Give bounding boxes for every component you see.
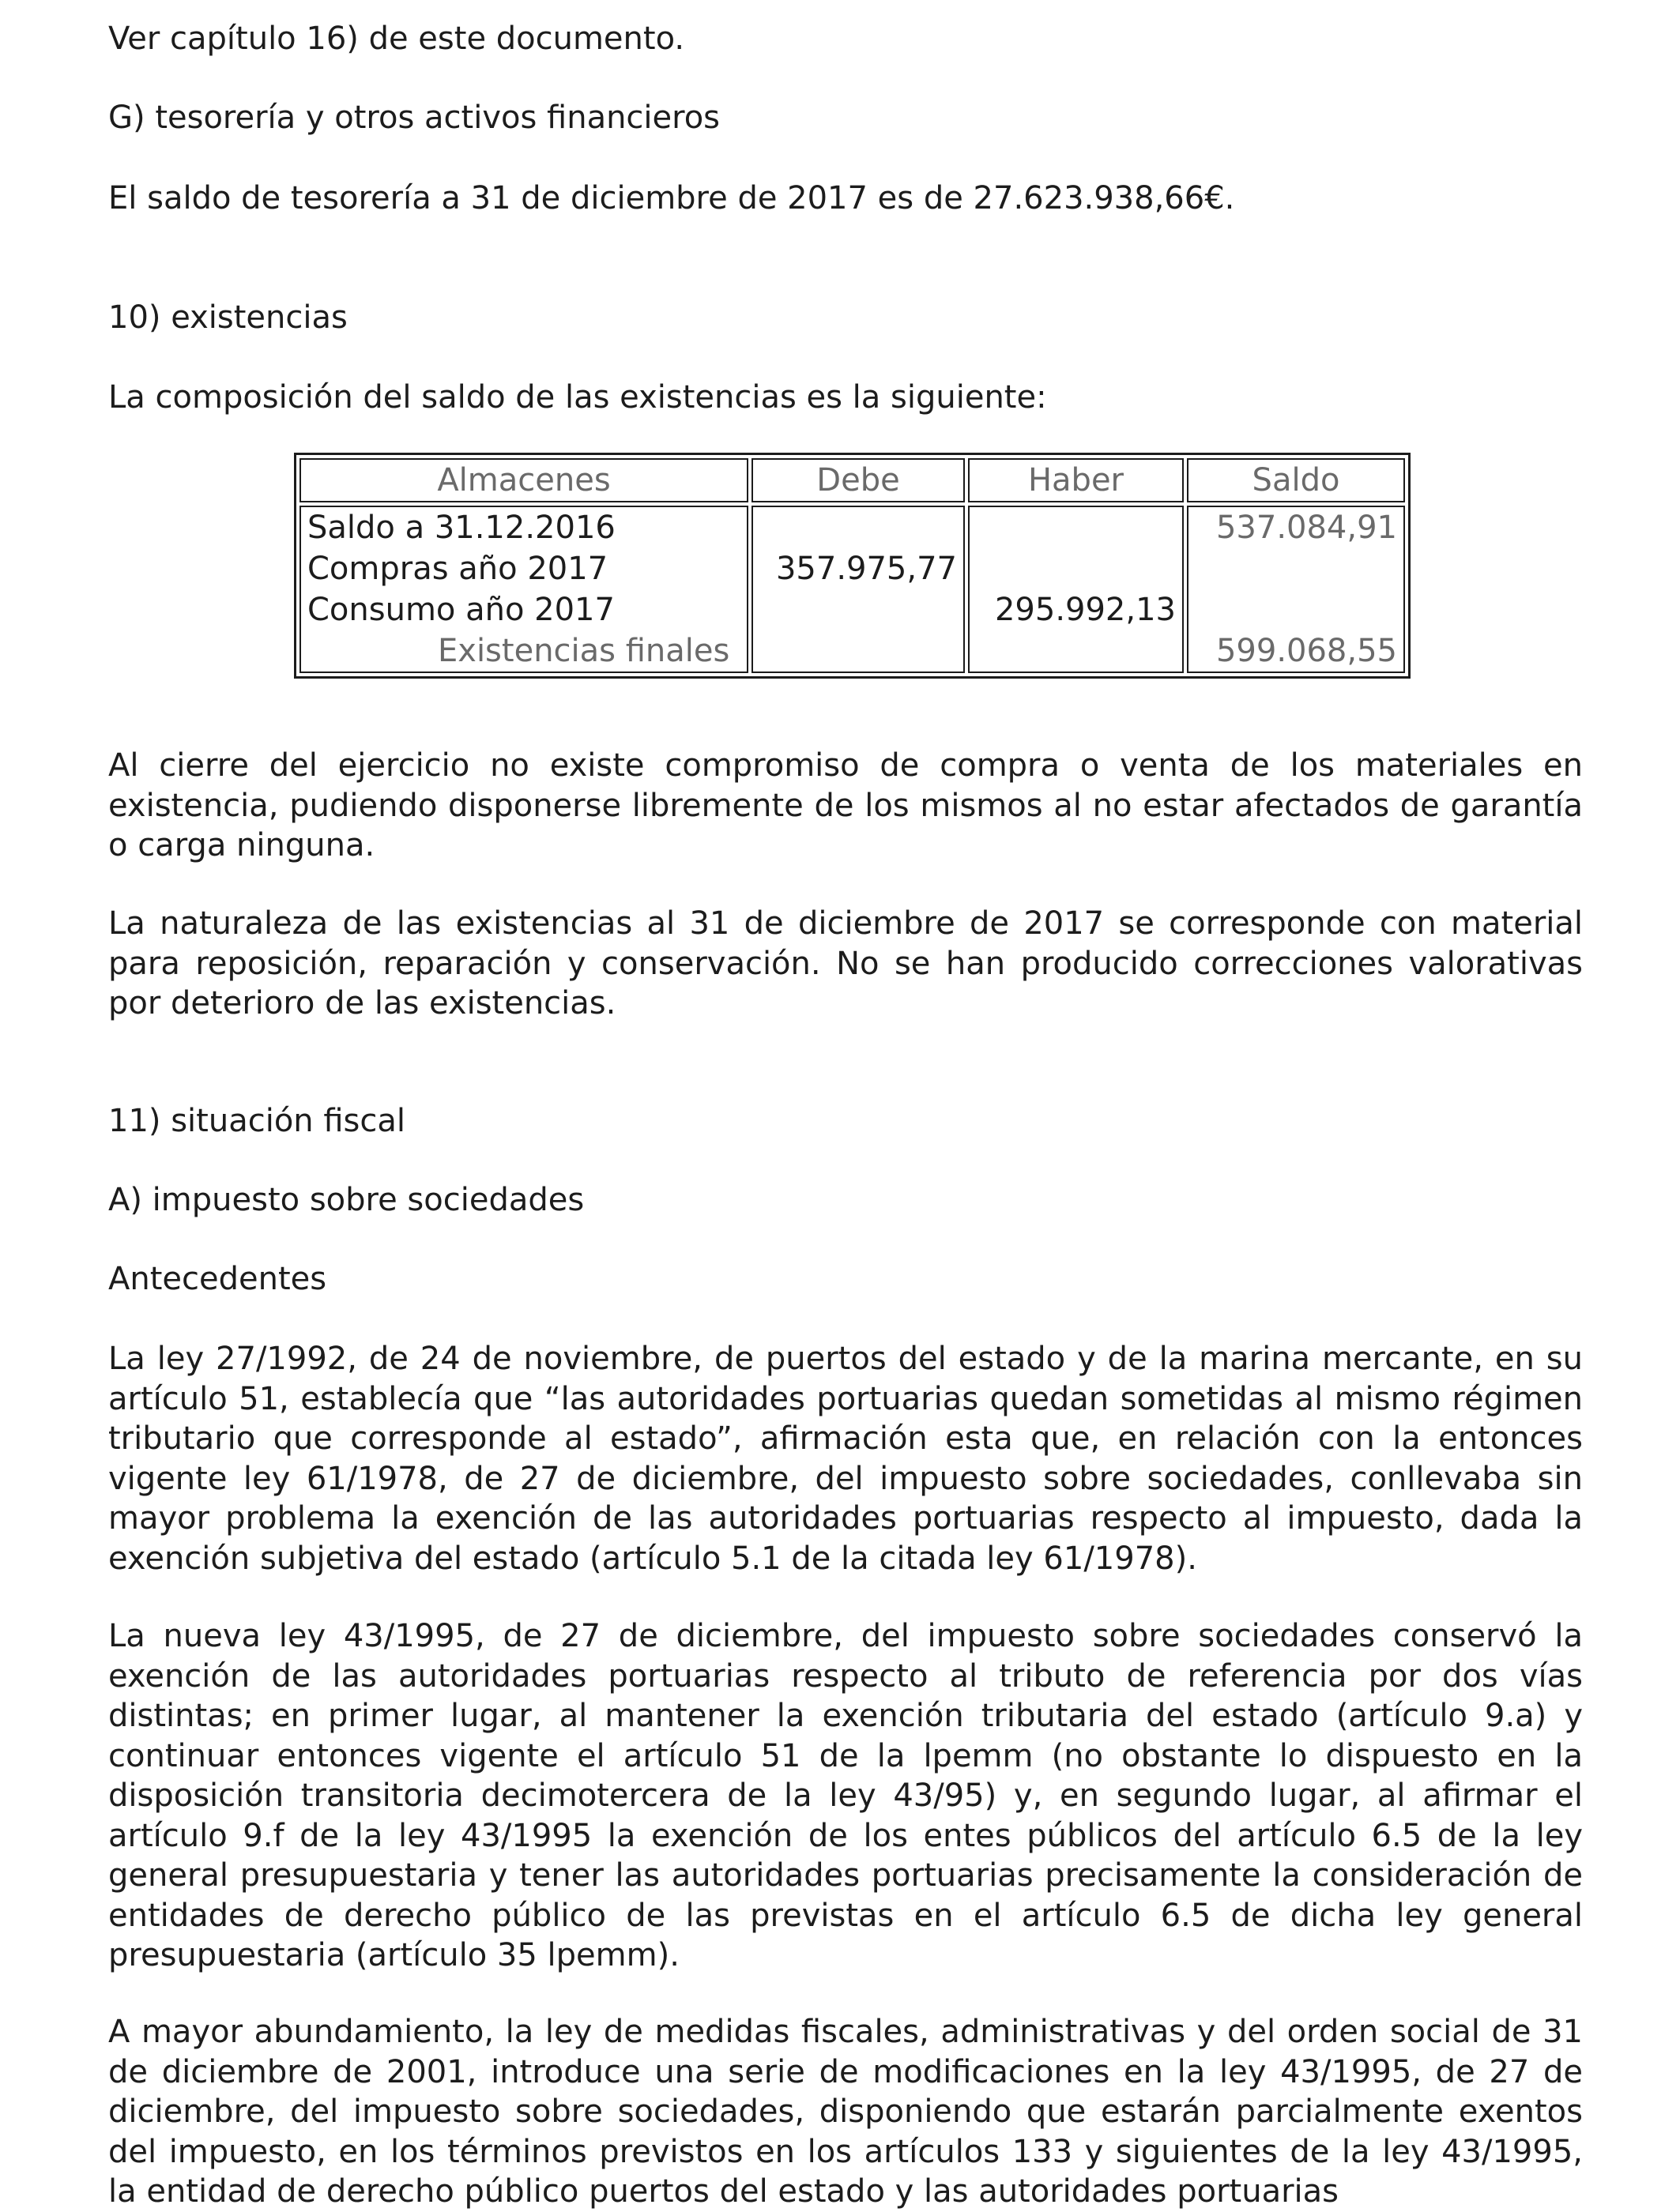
section-11-paragraph-1: La ley 27/1992, de 24 de noviembre, de puertos del estado y de la marina mercante, en su artículo 51, establecía que “las autoridades portuarias quedan sometidas al mismo régimen tributario que corresponde al estado”, afirmación esta que, en relación con la entonces vigente ley 61/1978, de 27 de diciembre, del impuesto sobre sociedades, conllevaba sin mayor problema la exención de las autoridades portuarias respecto al impuesto, dada la exención subjetiva del estado (artículo 5.1 de la citada ley 61/1978). (108, 1341, 1583, 1577)
saldo-compras (1195, 548, 1397, 589)
header-saldo: Saldo (1187, 458, 1405, 502)
debe-saldo-2016 (759, 507, 957, 548)
section-g-text: El saldo de tesorería a 31 de diciembre de 2017 es de 27.623.938,66€. (108, 180, 1235, 216)
table-body-row (299, 506, 1405, 673)
section-11-paragraph-2: La nueva ley 43/1995, de 27 de diciembre, del impuesto sobre sociedades conservó la exención de las autoridades portuarias respecto al tributo de referencia por dos vías distintas; en primer lugar, al mantener la exención tributaria del estado (artículo 9.a) y continuar entonces vigente el artículo 51 de la lpemm (no obstante lo dispuesto en la disposición transitoria decimotercera de la ley 43/95) y, en segundo lugar, al afirmar el artículo 9.f de la ley 43/1995 la exención de los entes públicos del artículo 6.5 de la ley general presupuestaria y tener las autoridades portuarias precisamente la consideración de entidades de derecho público de las previstas en el artículo 6.5 de dicha ley general presupuestaria (artículo 35 lpemm). (108, 1618, 1583, 1973)
debe-column (751, 506, 965, 673)
section-10-paragraph-2: La naturaleza de las existencias al 31 de diciembre de 2017 se corresponde con material para reposición, reparación y conservación. No se han producido correcciones valorativas por deterioro de las existencias. (108, 905, 1583, 1021)
intro-line: Ver capítulo 16) de este documento. (108, 21, 685, 57)
haber-column (968, 506, 1184, 673)
row-label-existencias-finales: Existencias finales (438, 633, 730, 669)
section-11-paragraph-3: A mayor abundamiento, la ley de medidas fiscales, administrativas y del orden social de 31 de diciembre de 2001, introduce una serie de modificaciones en la ley 43/1995, de 27 de diciembre, del impuesto sobre sociedades, disponiendo que estarán parcialmente exentos del impuesto, en los términos previstos en los artículos 133 y siguientes de la ley 43/1995, la entidad de derecho público puertos del estado y las autoridades portuarias (108, 2014, 1583, 2210)
existencias-table (294, 453, 1411, 679)
antecedentes-heading: Antecedentes (108, 1261, 327, 1297)
section-10-intro: La composición del saldo de las existencias es la siguiente: (108, 379, 1047, 416)
saldo-column (1187, 506, 1405, 673)
table-header-row (299, 458, 1405, 502)
section-10-title: 10) existencias (108, 299, 348, 336)
header-almacenes: Almacenes (299, 458, 748, 502)
haber-consumo: 295.992,13 (994, 592, 1176, 628)
section-11-subtitle: A) impuesto sobre sociedades (108, 1182, 585, 1218)
section-g-title: G) tesorería y otros activos financieros (108, 100, 721, 136)
saldo-saldo-2016: 537.084,91 (1215, 510, 1397, 546)
saldo-consumo (1195, 589, 1397, 630)
haber-saldo-2016 (976, 507, 1176, 548)
header-debe: Debe (751, 458, 965, 502)
debe-consumo (759, 589, 957, 630)
debe-existencias-finales (759, 630, 957, 672)
debe-compras: 357.975,77 (775, 551, 957, 587)
row-label-consumo: Consumo año 2017 (307, 592, 615, 628)
haber-compras (976, 548, 1176, 589)
section-10-paragraph-1: Al cierre del ejercicio no existe compromiso de compra o venta de los materiales en existencia, pudiendo disponerse libremente de los mismos al no estar afectados de garantía o carga ninguna. (108, 747, 1583, 863)
section-11-title: 11) situación fiscal (108, 1103, 406, 1139)
haber-existencias-finales (976, 630, 1176, 672)
row-label-saldo-2016: Saldo a 31.12.2016 (307, 510, 616, 546)
header-haber: Haber (968, 458, 1184, 502)
row-label-compras: Compras año 2017 (307, 551, 608, 587)
almacenes-column (299, 506, 748, 673)
saldo-existencias-finales: 599.068,55 (1215, 633, 1397, 669)
